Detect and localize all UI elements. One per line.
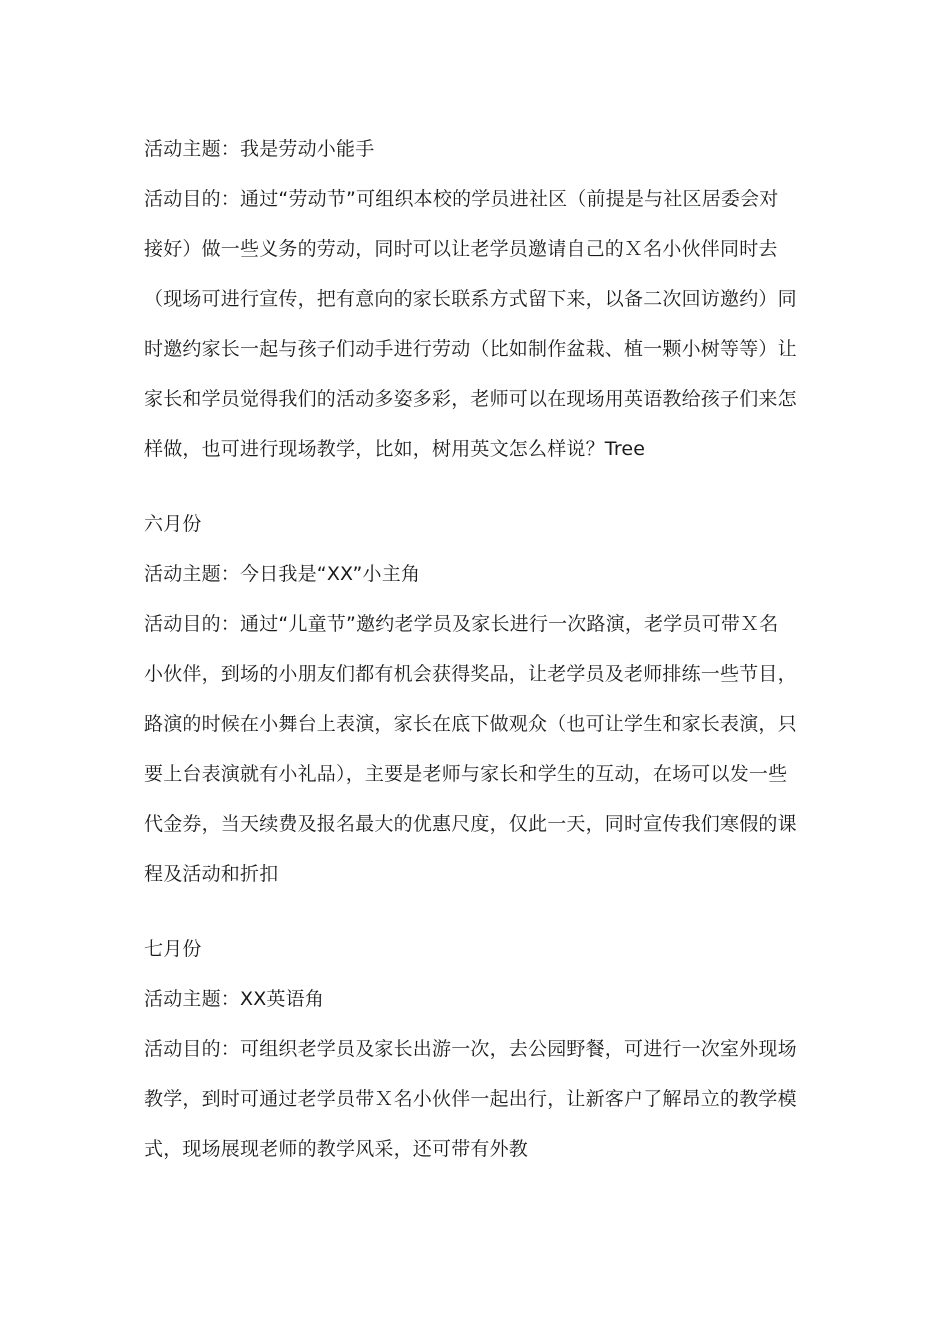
activity-purpose-line: 家长和学员觉得我们的活动多姿多彩，老师可以在现场用英语教给孩子们来怎 — [144, 388, 797, 410]
activity-theme: 活动主题：XX英语角 — [144, 988, 325, 1010]
activity-theme: 活动主题：今日我是“XX”小主角 — [144, 563, 421, 585]
activity-purpose-line: 要上台表演就有小礼品），主要是老师与家长和学生的互动，在场可以发一些 — [144, 763, 788, 785]
activity-purpose-line: 时邀约家长一起与孩子们动手进行劳动（比如制作盆栽、植一颗小树等等）让 — [144, 338, 797, 360]
activity-purpose-line: 路演的时候在小舞台上表演，家长在底下做观众（也可让学生和家长表演，只 — [144, 713, 797, 735]
section-july — [144, 924, 804, 1174]
activity-purpose-line: 小伙伴，到场的小朋友们都有机会获得奖品，让老学员及老师排练一些节目， — [144, 663, 797, 685]
month-heading: 七月份 — [144, 938, 202, 960]
activity-purpose-line: 活动目的：可组织老学员及家长出游一次，去公园野餐，可进行一次室外现场 — [144, 1038, 797, 1060]
activity-purpose-line: 代金券，当天续费及报名最大的优惠尺度，仅此一天，同时宣传我们寒假的课 — [144, 813, 797, 835]
activity-purpose-line: （现场可进行宣传，把有意向的家长联系方式留下来，以备二次回访邀约）同 — [144, 288, 797, 310]
activity-purpose-line: 程及活动和折扣 — [144, 863, 279, 885]
activity-purpose-line: 样做，也可进行现场教学，比如，树用英文怎么样说？Tree — [144, 438, 646, 460]
activity-theme: 活动主题：我是劳动小能手 — [144, 138, 375, 160]
activity-purpose-line: 式，现场展现老师的教学风采，还可带有外教 — [144, 1138, 529, 1160]
document-body — [144, 124, 804, 1174]
activity-purpose-line: 活动目的：通过“劳动节”可组织本校的学员进社区（前提是与社区居委会对 — [144, 188, 779, 210]
activity-purpose-line: 接好）做一些义务的劳动，同时可以让老学员邀请自己的Ｘ名小伙伴同时去 — [144, 238, 778, 260]
month-heading: 六月份 — [144, 513, 202, 535]
section-may — [144, 124, 804, 474]
activity-purpose-line: 活动目的：通过“儿童节”邀约老学员及家长进行一次路演，老学员可带Ｘ名 — [144, 613, 779, 635]
activity-purpose-line: 教学，到时可通过老学员带Ｘ名小伙伴一起出行，让新客户了解昂立的教学模 — [144, 1088, 797, 1110]
section-june — [144, 499, 804, 899]
